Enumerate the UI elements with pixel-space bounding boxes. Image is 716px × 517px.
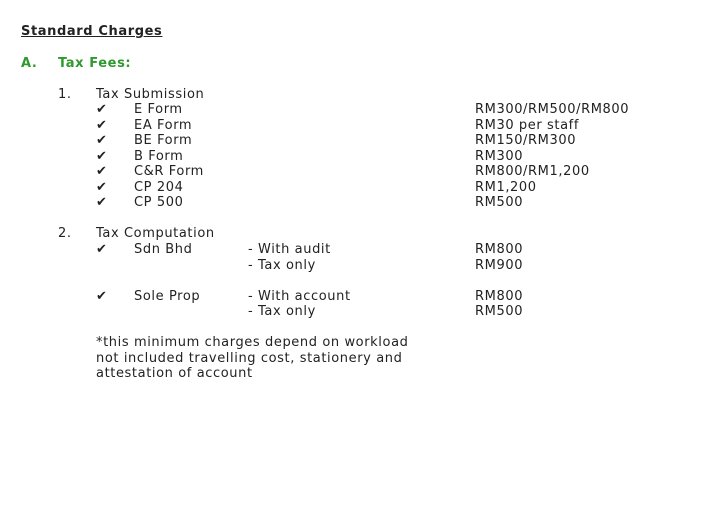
- check-icon: ✔: [96, 118, 108, 133]
- option-label: - Tax only: [248, 258, 316, 273]
- price: RM800/RM1,200: [475, 164, 590, 179]
- price: RM800: [475, 242, 524, 257]
- price: RM300/RM500/RM800: [475, 102, 630, 117]
- form-label: E Form: [134, 102, 183, 117]
- check-icon: ✔: [96, 289, 108, 304]
- check-icon: ✔: [96, 133, 108, 148]
- form-label: CP 204: [134, 180, 184, 195]
- form-label: B Form: [134, 149, 184, 164]
- option-label: - With account: [248, 289, 351, 304]
- note-line: not included travelling cost, stationery and: [96, 351, 403, 366]
- item-number: 2.: [58, 226, 72, 241]
- entity-label: Sole Prop: [134, 289, 201, 304]
- price: RM900: [475, 258, 524, 273]
- note-line: *this minimum charges depend on workload: [96, 335, 409, 350]
- check-icon: ✔: [96, 242, 108, 257]
- page-title: Standard Charges: [21, 24, 163, 39]
- form-label: CP 500: [134, 195, 184, 210]
- price: RM500: [475, 195, 524, 210]
- price: RM30 per staff: [475, 118, 580, 133]
- price: RM300: [475, 149, 524, 164]
- section-letter: A.: [21, 56, 38, 71]
- price: RM500: [475, 304, 524, 319]
- form-label: EA Form: [134, 118, 193, 133]
- check-icon: ✔: [96, 195, 108, 210]
- section-heading: Tax Fees:: [58, 56, 132, 71]
- form-label: BE Form: [134, 133, 193, 148]
- form-label: C&R Form: [134, 164, 204, 179]
- price: RM1,200: [475, 180, 537, 195]
- check-icon: ✔: [96, 102, 108, 117]
- subsection-heading: Tax Submission: [96, 87, 205, 102]
- check-icon: ✔: [96, 180, 108, 195]
- item-number: 1.: [58, 87, 72, 102]
- check-icon: ✔: [96, 164, 108, 179]
- option-label: - With audit: [248, 242, 331, 257]
- entity-label: Sdn Bhd: [134, 242, 193, 257]
- price: RM800: [475, 289, 524, 304]
- check-icon: ✔: [96, 149, 108, 164]
- price: RM150/RM300: [475, 133, 577, 148]
- note-line: attestation of account: [96, 366, 253, 381]
- subsection-heading: Tax Computation: [96, 226, 215, 241]
- option-label: - Tax only: [248, 304, 316, 319]
